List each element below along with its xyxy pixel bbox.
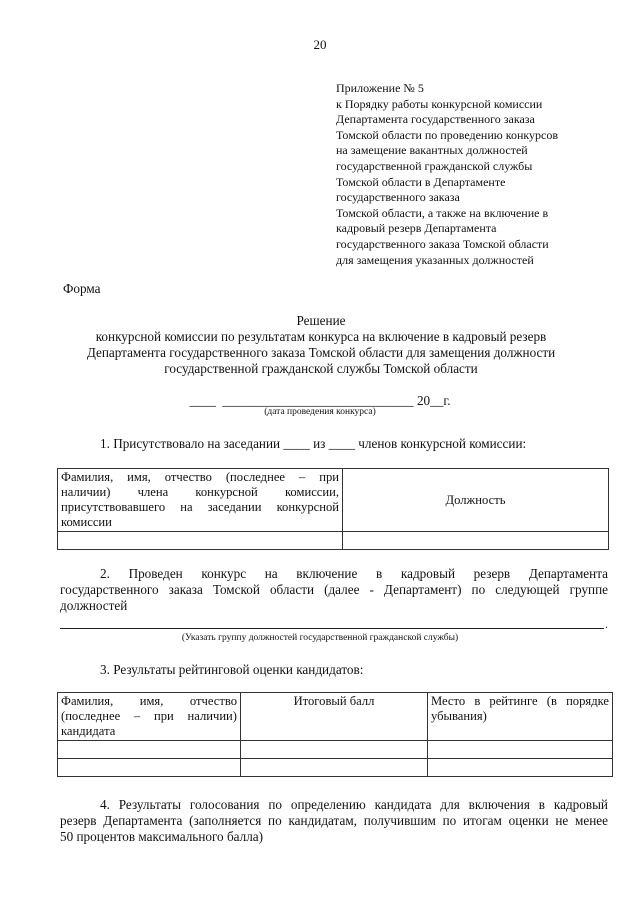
title-line: конкурсной комиссии по результатам конкурса на включение в кадровый резерв xyxy=(95,329,547,345)
table-row xyxy=(58,532,609,550)
table-cell[interactable] xyxy=(241,741,428,759)
appendix-line: к Порядку работы конкурсной комиссии xyxy=(336,96,543,111)
item-3-text: 3. Результаты рейтинговой оценки кандидатов: xyxy=(100,662,364,677)
appendix-line: государственного заказа Томской области xyxy=(336,236,549,251)
title-line: государственной гражданской службы Томской области xyxy=(164,361,478,377)
header-cell-total-score: Итоговый балл xyxy=(241,693,428,741)
appendix-line: Приложение № 5 xyxy=(336,81,424,95)
commission-members-table xyxy=(57,468,609,550)
table-cell[interactable] xyxy=(58,741,241,759)
header-cell-rating-place: Место в рейтинге (в порядке убывания) xyxy=(428,693,613,741)
table-header-row xyxy=(58,693,613,741)
position-group-caption: (Указать группу должностей государственной гражданской службы) xyxy=(181,633,459,643)
header-cell-candidate-name: Фамилия, имя, отчество (последнее – при наличии) кандидата xyxy=(58,693,241,741)
item-1-text: 1. Присутствовало на заседании ____ из ____ членов конкурсной комиссии: xyxy=(100,436,527,451)
line-end-period: . xyxy=(605,617,608,632)
fill-in-line xyxy=(60,628,604,629)
table-cell[interactable] xyxy=(428,741,613,759)
table-cell[interactable] xyxy=(343,532,609,550)
candidate-rating-table xyxy=(57,692,613,777)
appendix-line: кадровый резерв Департамента xyxy=(336,221,497,236)
position-group-field[interactable] xyxy=(60,617,608,632)
appendix-line: Томской области, а также на включение в xyxy=(336,205,549,220)
header-cell-full-name: Фамилия, имя, отчество (последнее – при наличии) члена конкурсной комиссии, присутствовавшего на заседании конкурсной комиссии xyxy=(58,469,343,532)
date-caption: (дата проведения конкурса) xyxy=(264,407,376,417)
appendix-line: для замещения указанных должностей xyxy=(336,252,534,267)
table-row xyxy=(58,741,613,759)
form-label: Форма xyxy=(63,281,101,296)
table-cell[interactable] xyxy=(428,759,613,777)
appendix-line: Томской области в Департаменте xyxy=(336,174,506,189)
appendix-note xyxy=(336,81,616,268)
table-cell[interactable] xyxy=(241,759,428,777)
item-4-text: 4. Результаты голосования по определению кандидата для включения в кадровый резерв Департамента (заполняется по кандидатам, получившим по итогам оценки не менее 50 процентов максимального балла) xyxy=(60,797,608,845)
page-number: 20 xyxy=(313,37,327,52)
header-cell-position: Должность xyxy=(343,469,609,532)
item-2-text: 2. Проведен конкурс на включение в кадровый резерв Департамента государственного заказа Томской области (далее - Департамент) по следующей группе должностей xyxy=(60,566,608,614)
table-header-row xyxy=(58,469,609,532)
table-cell[interactable] xyxy=(58,532,343,550)
title-line: Департамента государственного заказа Томской области для замещения должности xyxy=(86,345,556,361)
appendix-line: государственной гражданской службы xyxy=(336,158,533,173)
appendix-line: Департамента государственного заказа xyxy=(336,112,535,127)
title-heading: Решение xyxy=(296,313,346,328)
table-row xyxy=(58,759,613,777)
date-line: ____ _____________________________ 20__г. xyxy=(189,393,451,408)
appendix-line: государственного заказа xyxy=(336,190,460,205)
document-title xyxy=(60,313,582,377)
table-cell[interactable] xyxy=(58,759,241,777)
appendix-line: на замещение вакантных должностей xyxy=(336,143,528,158)
appendix-line: Томской области по проведению конкурсов xyxy=(336,127,559,142)
